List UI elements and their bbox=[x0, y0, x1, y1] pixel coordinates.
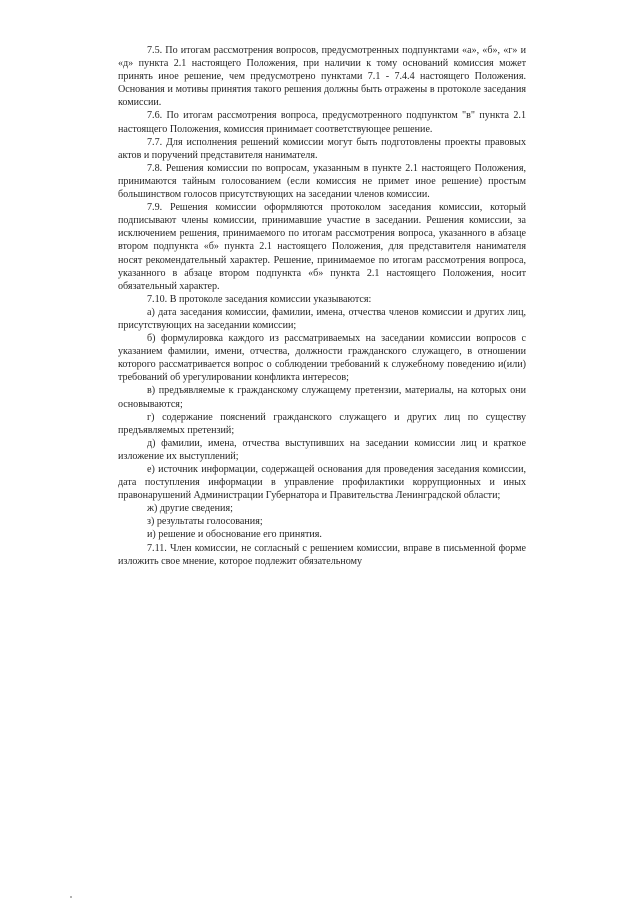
list-item-z: з) результаты голосования; bbox=[147, 516, 263, 528]
list-item-zh: ж) другие сведения; bbox=[147, 503, 233, 515]
list-item-e: е) источник информации, содержащей основания для проведения заседания комиссии, дата поступления информации в управление профилактики коррупционных и иных правонарушений Администрации Губернатора и Правительства Ленинградской области; bbox=[118, 464, 526, 502]
list-item-g: г) содержание пояснений гражданского служащего и других лиц по существу предъявляемых претензий; bbox=[118, 411, 526, 436]
paragraph-7-11: 7.11. Член комиссии, не согласный с решением комиссии, вправе в письменной форме изложить свое мнение, которое подлежит обязательному bbox=[118, 542, 526, 567]
paragraph-7-7: 7.7. Для исполнения решений комиссии могут быть подготовлены проекты правовых актов и поручений представителя нанимателя. bbox=[118, 136, 526, 161]
scan-artifact bbox=[70, 896, 72, 898]
paragraph-7-6: 7.6. По итогам рассмотрения вопроса, предусмотренного подпунктом "в" пункта 2.1 настоящего Положения, комиссия принимает соответствующее решение. bbox=[118, 110, 526, 135]
list-item-a: а) дата заседания комиссии, фамилии, имена, отчества членов комиссии и других лиц, присутствующих на заседании комиссии; bbox=[118, 306, 526, 331]
document-text bbox=[118, 44, 526, 568]
paragraph-7-5: 7.5. По итогам рассмотрения вопросов, предусмотренных подпунктами «а», «б», «г» и «д» пункта 2.1 настоящего Положения, при наличии к тому оснований комиссия может принять иное решение, чем предусмотрено пунктами 7.1 - 7.4.4 настоящего Положения. Основания и мотивы принятия такого решения должны быть отражены в протоколе заседания комиссии. bbox=[118, 45, 526, 109]
list-item-b: б) формулировка каждого из рассматриваемых на заседании комиссии вопросов с указанием фамилии, имени, отчества, должности гражданского служащего, в отношении которого рассматривается вопрос о соблюдении требований к служебному поведению и(или) требований об урегулировании конфликта интересов; bbox=[118, 333, 526, 384]
paragraph-7-9: 7.9. Решения комиссии оформляются протоколом заседания комиссии, который подписывают члены комиссии, принимавшие участие в заседании. Решения комиссии, за исключением решения, принимаемого по итогам рассмотрения вопроса, указанного в абзаце втором подпункта «б» пункта 2.1 настоящего Положения, для представителя нанимателя носят рекомендательный характер. Решение, принимаемое по итогам рассмотрения вопроса, указанного в абзаце втором подпункта «б» пункта 2.1 настоящего Положения, носит обязательный характер. bbox=[118, 202, 526, 292]
paragraph-7-10: 7.10. В протоколе заседания комиссии указываются: bbox=[147, 293, 372, 305]
list-item-v: в) предъявляемые к гражданскому служащему претензии, материалы, на которых они основываются; bbox=[118, 385, 526, 410]
list-item-d: д) фамилии, имена, отчества выступивших на заседании комиссии лиц и краткое изложение их выступлений; bbox=[118, 437, 526, 462]
list-item-i: и) решение и обоснование его принятия. bbox=[147, 529, 322, 541]
paragraph-7-8: 7.8. Решения комиссии по вопросам, указанным в пункте 2.1 настоящего Положения, принимаются тайным голосованием (если комиссия не примет иное решение) простым большинством голосов присутствующих на заседании членов комиссии. bbox=[118, 162, 526, 201]
